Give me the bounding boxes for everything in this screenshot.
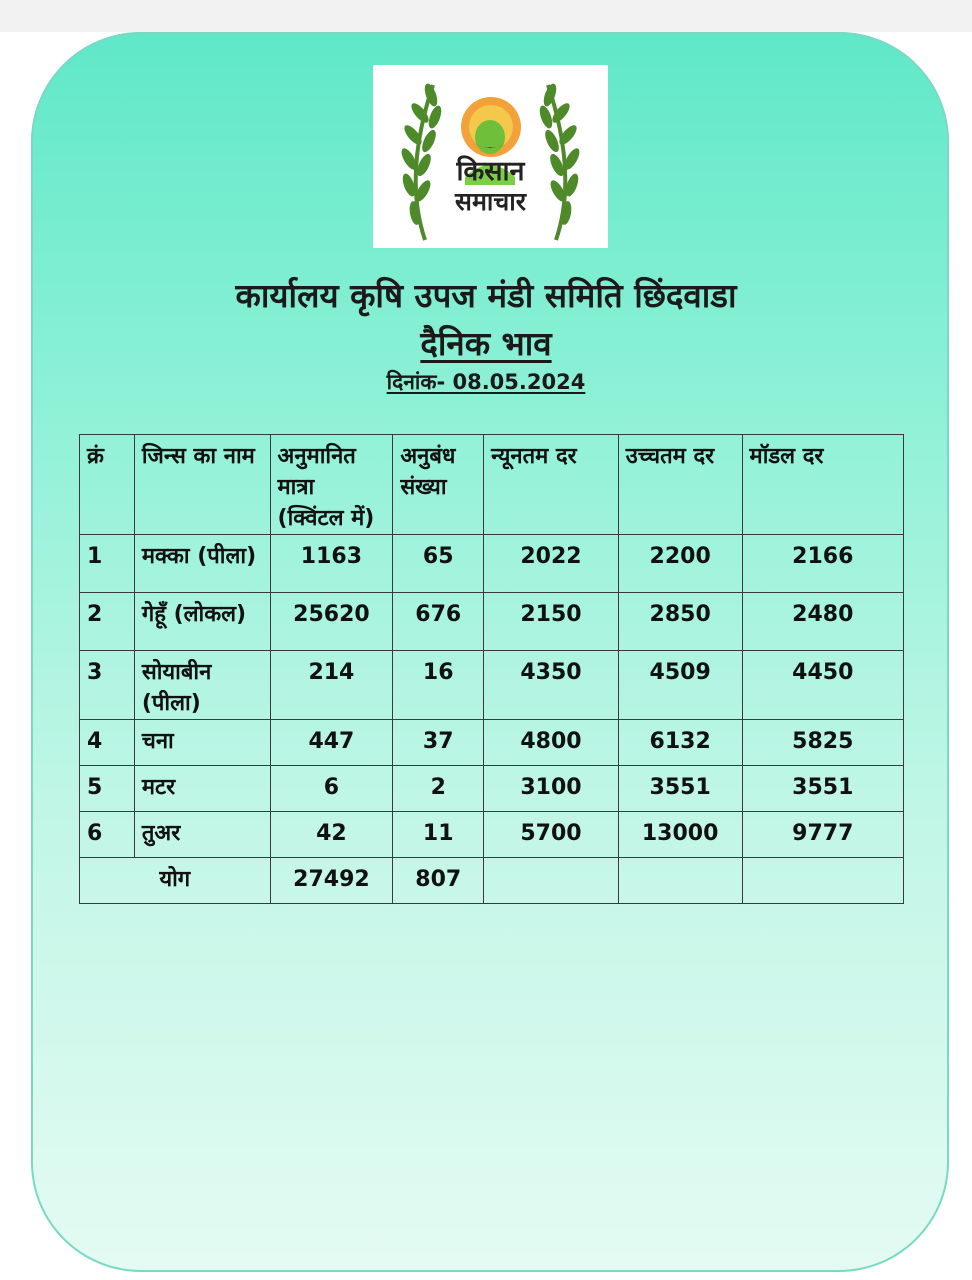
empty-cell — [742, 858, 903, 904]
kisan-samachar-logo — [373, 65, 608, 248]
cell-min-rate: 2150 — [484, 593, 619, 651]
cell-serial: 6 — [80, 812, 135, 858]
cell-commodity: गेहूँ (लोकल) — [134, 593, 270, 651]
cell-quantity: 25620 — [270, 593, 393, 651]
cell-serial: 5 — [80, 766, 135, 812]
cell-modal-rate: 2480 — [742, 593, 903, 651]
cell-commodity: मटर — [134, 766, 270, 812]
col-header-commodity: जिन्स का नाम — [134, 435, 270, 535]
daily-rates-text: दैनिक भाव — [420, 324, 552, 363]
table-total-row — [80, 858, 904, 904]
cell-commodity: मक्का (पीला) — [134, 535, 270, 593]
office-title: कार्यालय कृषि उपज मंडी समिति छिंदवाडा — [235, 276, 737, 315]
daily-rates-heading — [0, 320, 972, 365]
cell-contracts: 2 — [393, 766, 484, 812]
cell-max-rate: 13000 — [618, 812, 742, 858]
cell-modal-rate: 3551 — [742, 766, 903, 812]
cell-min-rate: 5700 — [484, 812, 619, 858]
cell-max-rate: 3551 — [618, 766, 742, 812]
cell-min-rate: 2022 — [484, 535, 619, 593]
total-quantity: 27492 — [270, 858, 393, 904]
cell-contracts: 65 — [393, 535, 484, 593]
table-row — [80, 593, 904, 651]
col-header-modal-rate: मॉडल दर — [742, 435, 903, 535]
table-row — [80, 766, 904, 812]
cell-serial: 1 — [80, 535, 135, 593]
report-date-text: दिनांक- 08.05.2024 — [386, 370, 586, 394]
cell-min-rate: 4800 — [484, 720, 619, 766]
logo-word-samachar: समाचार — [455, 187, 526, 216]
cell-contracts: 37 — [393, 720, 484, 766]
empty-cell — [618, 858, 742, 904]
cell-modal-rate: 4450 — [742, 651, 903, 720]
cell-max-rate: 2200 — [618, 535, 742, 593]
empty-cell — [484, 858, 619, 904]
logo-text — [443, 157, 538, 217]
table-row — [80, 720, 904, 766]
table-row — [80, 812, 904, 858]
total-label: योग — [80, 858, 271, 904]
total-contracts: 807 — [393, 858, 484, 904]
table-row — [80, 535, 904, 593]
cell-contracts: 676 — [393, 593, 484, 651]
cell-quantity: 6 — [270, 766, 393, 812]
col-header-contracts: अनुबंध संख्या — [393, 435, 484, 535]
col-header-quantity: अनुमानित मात्रा (क्विंटल में) — [270, 435, 393, 535]
cell-max-rate: 2850 — [618, 593, 742, 651]
cell-quantity: 1163 — [270, 535, 393, 593]
report-date — [0, 368, 972, 396]
cell-modal-rate: 5825 — [742, 720, 903, 766]
cell-commodity: चना — [134, 720, 270, 766]
col-header-serial: क्रं — [80, 435, 135, 535]
table-row — [80, 651, 904, 720]
cell-modal-rate: 9777 — [742, 812, 903, 858]
cell-modal-rate: 2166 — [742, 535, 903, 593]
table-header-row — [80, 435, 904, 535]
cell-commodity: सोयाबीन (पीला) — [134, 651, 270, 720]
cell-serial: 4 — [80, 720, 135, 766]
col-header-min-rate: न्यूनतम दर — [484, 435, 619, 535]
cell-serial: 2 — [80, 593, 135, 651]
top-status-strip — [0, 0, 972, 32]
mandi-rates-table — [79, 434, 904, 904]
cell-max-rate: 4509 — [618, 651, 742, 720]
logo-word-kisan: किसान — [456, 156, 525, 187]
cell-quantity: 42 — [270, 812, 393, 858]
cell-commodity: तुअर — [134, 812, 270, 858]
col-header-max-rate: उच्चतम दर — [618, 435, 742, 535]
cell-min-rate: 3100 — [484, 766, 619, 812]
cell-quantity: 214 — [270, 651, 393, 720]
cell-min-rate: 4350 — [484, 651, 619, 720]
cell-contracts: 16 — [393, 651, 484, 720]
cell-quantity: 447 — [270, 720, 393, 766]
cell-max-rate: 6132 — [618, 720, 742, 766]
cell-contracts: 11 — [393, 812, 484, 858]
cell-serial: 3 — [80, 651, 135, 720]
